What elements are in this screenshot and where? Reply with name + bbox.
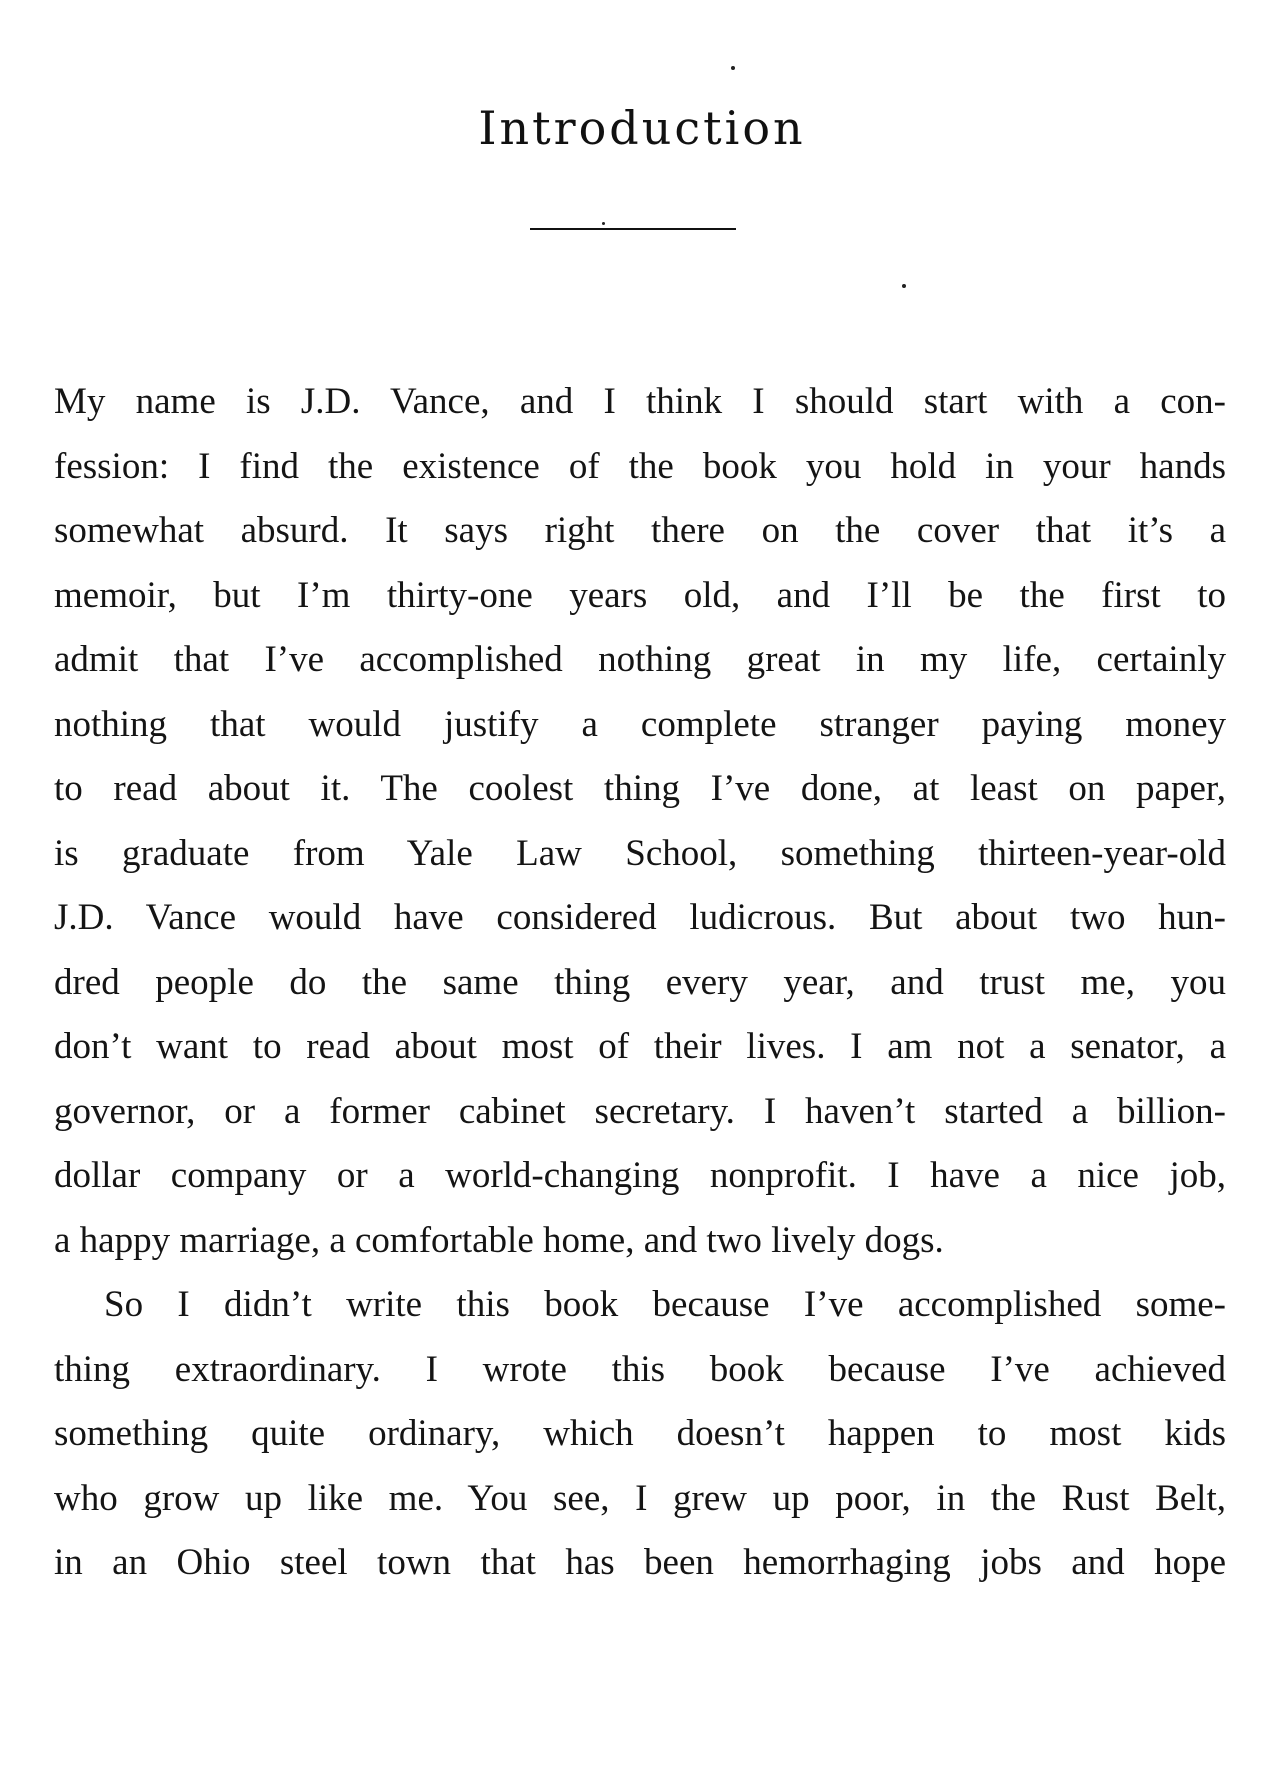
text-line: dollar company or a world-changing nonprofit. I have a nice job, (54, 1155, 1226, 1196)
title-divider (530, 228, 736, 230)
scan-speck (902, 284, 906, 288)
body-text (54, 370, 1226, 1596)
text-line: is graduate from Yale Law School, something thirteen-year-old (54, 832, 1226, 874)
text-line: nothing that would justify a complete stranger paying money (54, 703, 1226, 745)
text-line: admit that I’ve accomplished nothing great in my life, certainly (54, 639, 1226, 680)
text-line: who grow up like me. You see, I grew up poor, in the Rust Belt, (54, 1477, 1226, 1519)
text-line: thing extraordinary. I wrote this book because I’ve achieved (54, 1348, 1226, 1390)
text-line: somewhat absurd. It says right there on the cover that it’s a (54, 510, 1226, 551)
paragraph-2 (54, 1273, 1226, 1596)
text-line: to read about it. The coolest thing I’ve done, at least on paper, (54, 768, 1226, 809)
scan-speck (731, 66, 735, 70)
text-line: J.D. Vance would have considered ludicrous. But about two hun- (54, 897, 1226, 938)
text-line: fession: I find the existence of the book you hold in your hands (54, 445, 1226, 487)
text-line: memoir, but I’m thirty-one years old, and I’ll be the first to (54, 574, 1226, 616)
text-line: in an Ohio steel town that has been hemorrhaging jobs and hope (54, 1542, 1226, 1583)
text-line: dred people do the same thing every year, and trust me, you (54, 961, 1226, 1003)
text-line: don’t want to read about most of their lives. I am not a senator, a (54, 1026, 1226, 1067)
scan-speck (602, 222, 605, 225)
paragraph-1 (54, 370, 1226, 1273)
text-line: My name is J.D. Vance, and I think I should start with a con- (54, 381, 1226, 422)
text-line: So I didn’t write this book because I’ve accomplished some- (104, 1284, 1226, 1325)
chapter-title: Introduction (478, 101, 806, 155)
text-line: a happy marriage, a comfortable home, and two lively dogs. (54, 1219, 944, 1261)
text-line: something quite ordinary, which doesn’t happen to most kids (54, 1413, 1226, 1454)
text-line: governor, or a former cabinet secretary. I haven’t started a billion- (54, 1090, 1226, 1132)
